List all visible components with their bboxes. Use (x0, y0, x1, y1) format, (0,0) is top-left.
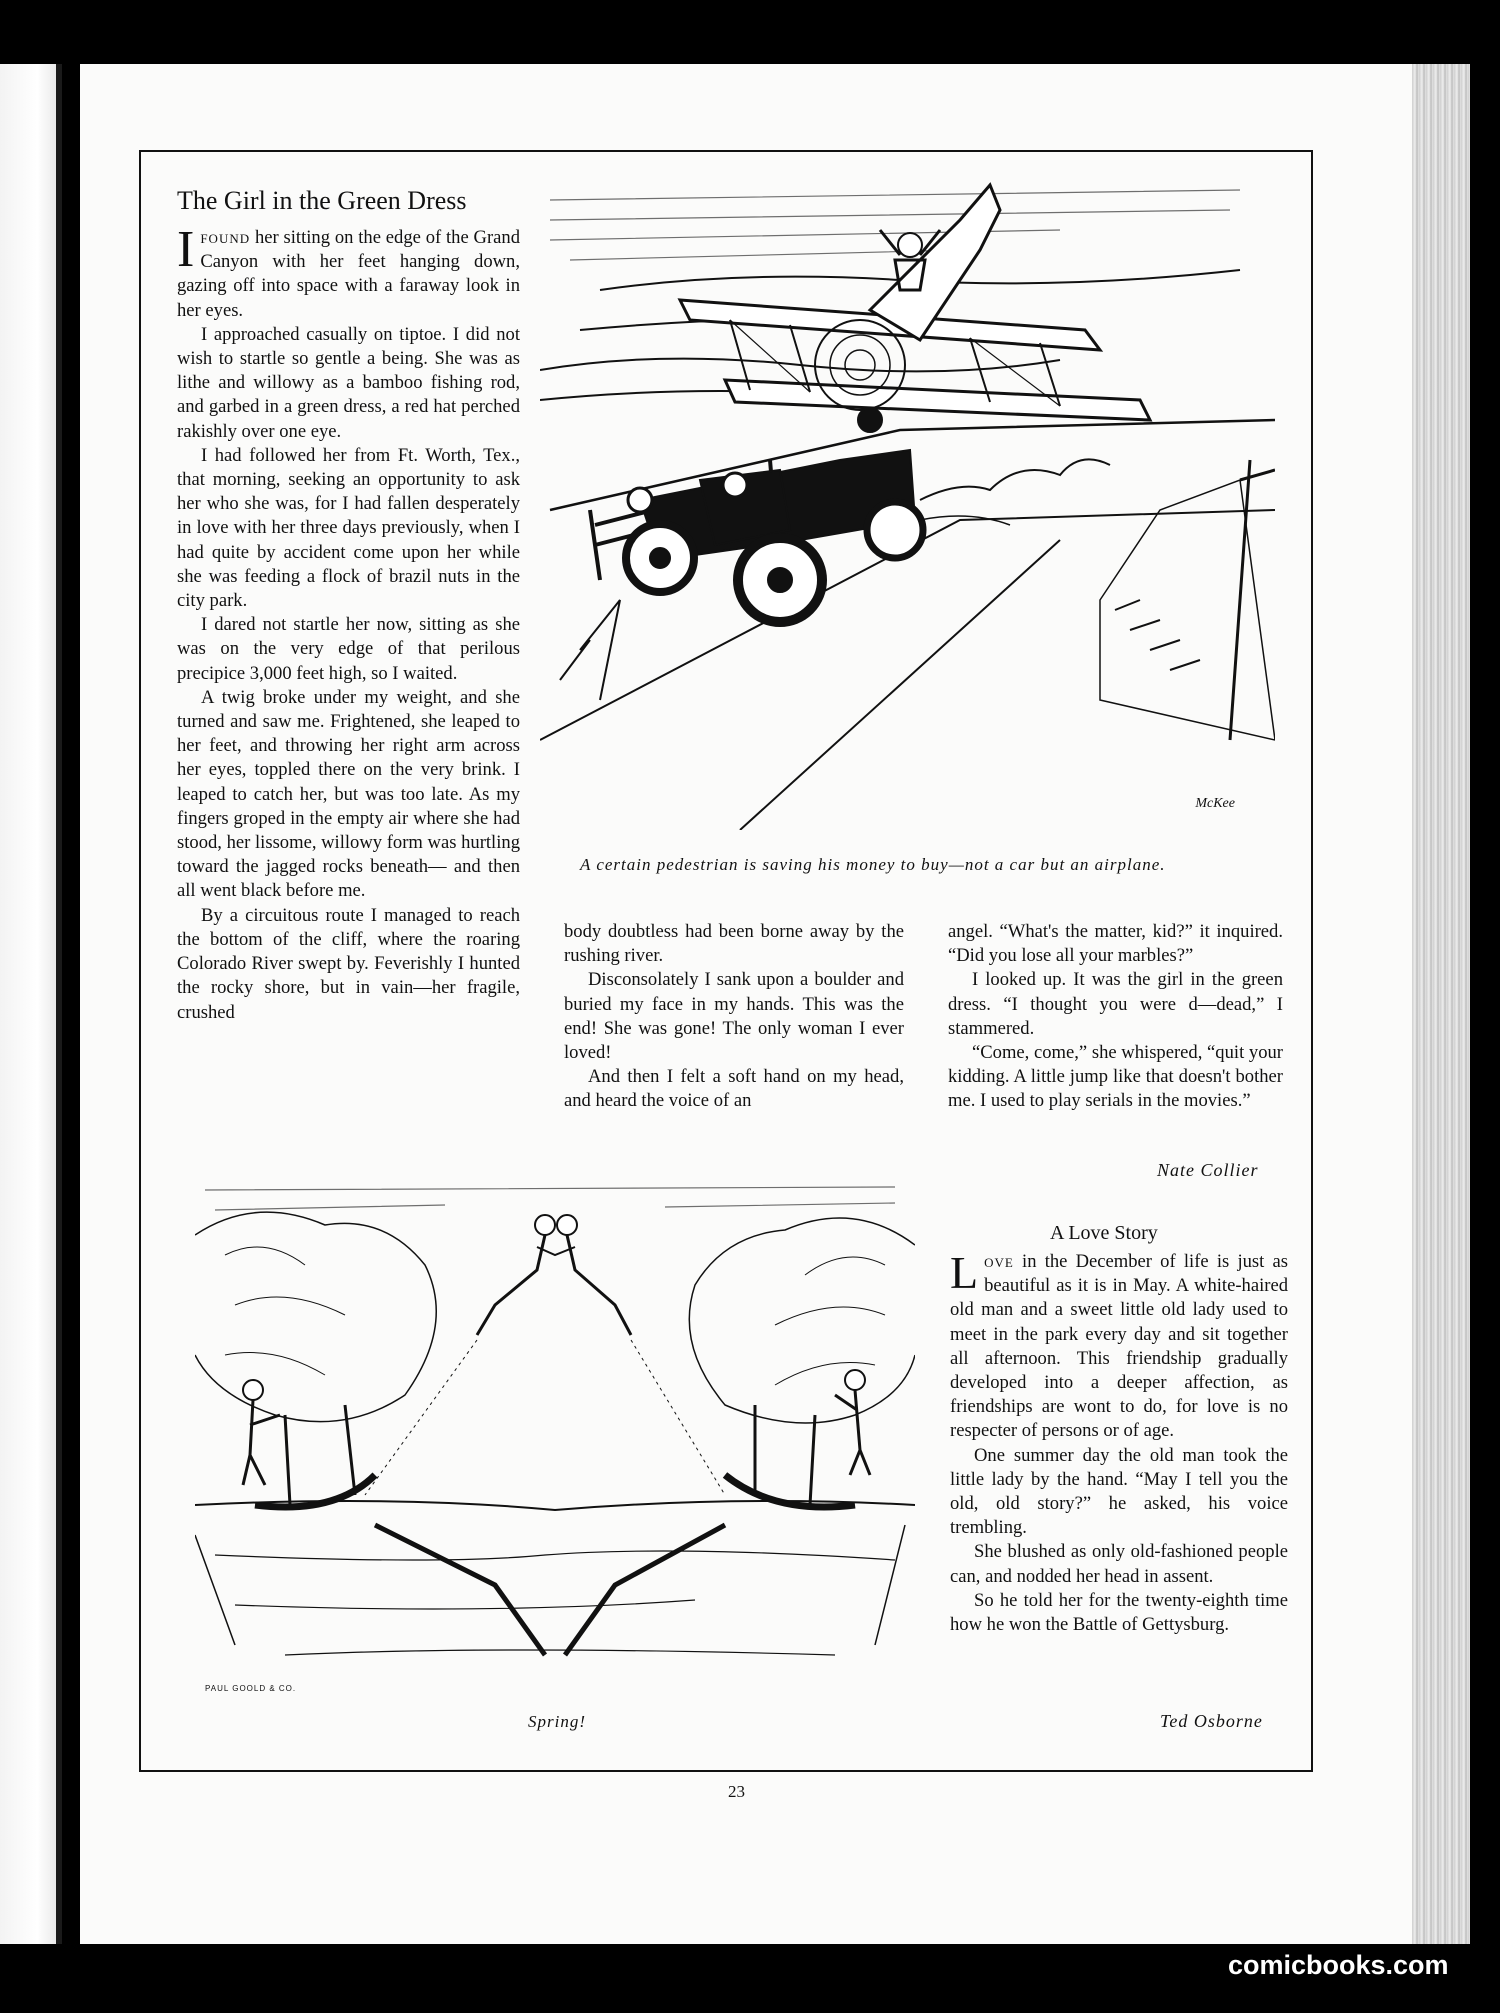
paragraph-text: her sitting on the edge of the Grand Canyon with her feet hanging down, gazing off into space with a faraway look in her eyes. (177, 227, 520, 321)
paragraph-text: in the December of life is just as beautiful as it is in May. A white-haired old man and a sweet little old lady used to meet in the park every day and sit together all afternoon. This friendship gradually developed into a deeper affection, as friendships are wont to do, for love is no respecter of persons or of age. (950, 1251, 1288, 1442)
artist-signature: McKee (1195, 796, 1235, 811)
story-column-3 (948, 920, 1283, 1114)
left-facing-page (0, 64, 62, 1944)
artist-signature: PAUL GOOLD & CO. (205, 1684, 297, 1693)
opening-paragraph (950, 1247, 1288, 1444)
paragraph: Disconsolately I sank upon a boulder and buried my face in my hands. This was the end! She was gone! The only woman I ever loved! (564, 969, 904, 1064)
lead-in: ove (984, 1251, 1014, 1272)
page-stack-edges (1412, 64, 1470, 1944)
paragraph: I had followed her from Ft. Worth, Tex., that morning, seeking an opportunity to ask her who she was, for I had fallen desperately in love with her three days previously, when I had quite by accident come upon her while she was feeding a flock of brazil nuts in the city park. (177, 444, 520, 612)
paragraph: I dared not startle her now, sitting as she was on the very edge of that perilous precipice 3,000 feet high, so I waited. (177, 614, 520, 684)
paragraph: body doubtless had been borne away by the rushing river. (564, 921, 904, 967)
paragraph: “Come, come,” she whispered, “quit your kidding. A little jump like that doesn't bother me. I used to play serials in the movies.” (948, 1042, 1283, 1112)
paragraph: So he told her for the twenty-eighth time how he won the Battle of Gettysburg. (950, 1589, 1288, 1636)
cartoon-caption: A certain pedestrian is saving his money to buy—not a car but an airplane. (580, 855, 1166, 874)
airplane-car-cartoon (540, 180, 1275, 830)
paragraph: I approached casually on tiptoe. I did not wish to startle so gentle a being. She was as lithe and willowy as a bamboo fishing rod, and garbed in a green dress, a red hat perched rakishly over one eye. (177, 323, 520, 442)
story-title: The Girl in the Green Dress (177, 186, 467, 215)
story-column-2 (564, 920, 904, 1114)
story-byline: Nate Collier (1157, 1160, 1259, 1180)
site-watermark: comicbooks.com (1228, 1950, 1449, 1980)
story-title: A Love Story (1050, 1222, 1158, 1244)
opening-paragraph (177, 221, 520, 323)
paragraph: And then I felt a soft hand on my head, and heard the voice of an (564, 1066, 904, 1112)
cartoon-caption: Spring! (528, 1712, 586, 1731)
drop-cap: L (950, 1247, 979, 1298)
spring-cartoon (195, 1175, 915, 1695)
story-column-1 (177, 221, 520, 1025)
paragraph: A twig broke under my weight, and she turned and saw me. Frightened, she leaped to her feet, and throwing her right arm across her eyes, toppled there on the very brink. I leaped to catch her, but was too late. As my fingers groped in the empty air where she had stood, her lissome, willowy form was hurtling toward the jagged rocks beneath— and then all went black before me. (177, 686, 520, 902)
paragraph: She blushed as only old-fashioned people can, and nodded her head in assent. (950, 1541, 1288, 1587)
paragraph: angel. “What's the matter, kid?” it inquired. “Did you lose all your marbles?” (948, 921, 1283, 967)
paragraph: One summer day the old man took the little lady by the hand. “May I tell you the old, old story?” he asked, his voice trembling. (950, 1444, 1288, 1539)
binding-gutter (56, 64, 62, 1944)
paragraph: By a circuitous route I managed to reach the bottom of the cliff, where the roaring Colorado River swept by. Feverishly I hunted the rocky shore, but in vain—her fragile, crushed (177, 904, 520, 1023)
page-number: 23 (728, 1782, 745, 1801)
drop-cap: I (177, 221, 195, 278)
spring-drawing (195, 1175, 915, 1695)
story-byline: Ted Osborne (1160, 1711, 1263, 1731)
airplane-car-drawing (540, 180, 1275, 830)
paragraph: I looked up. It was the girl in the green dress. “I thought you were d—dead,” I stammered. (948, 969, 1283, 1039)
lead-in: found (200, 227, 251, 248)
story-column-4 (950, 1247, 1288, 1637)
